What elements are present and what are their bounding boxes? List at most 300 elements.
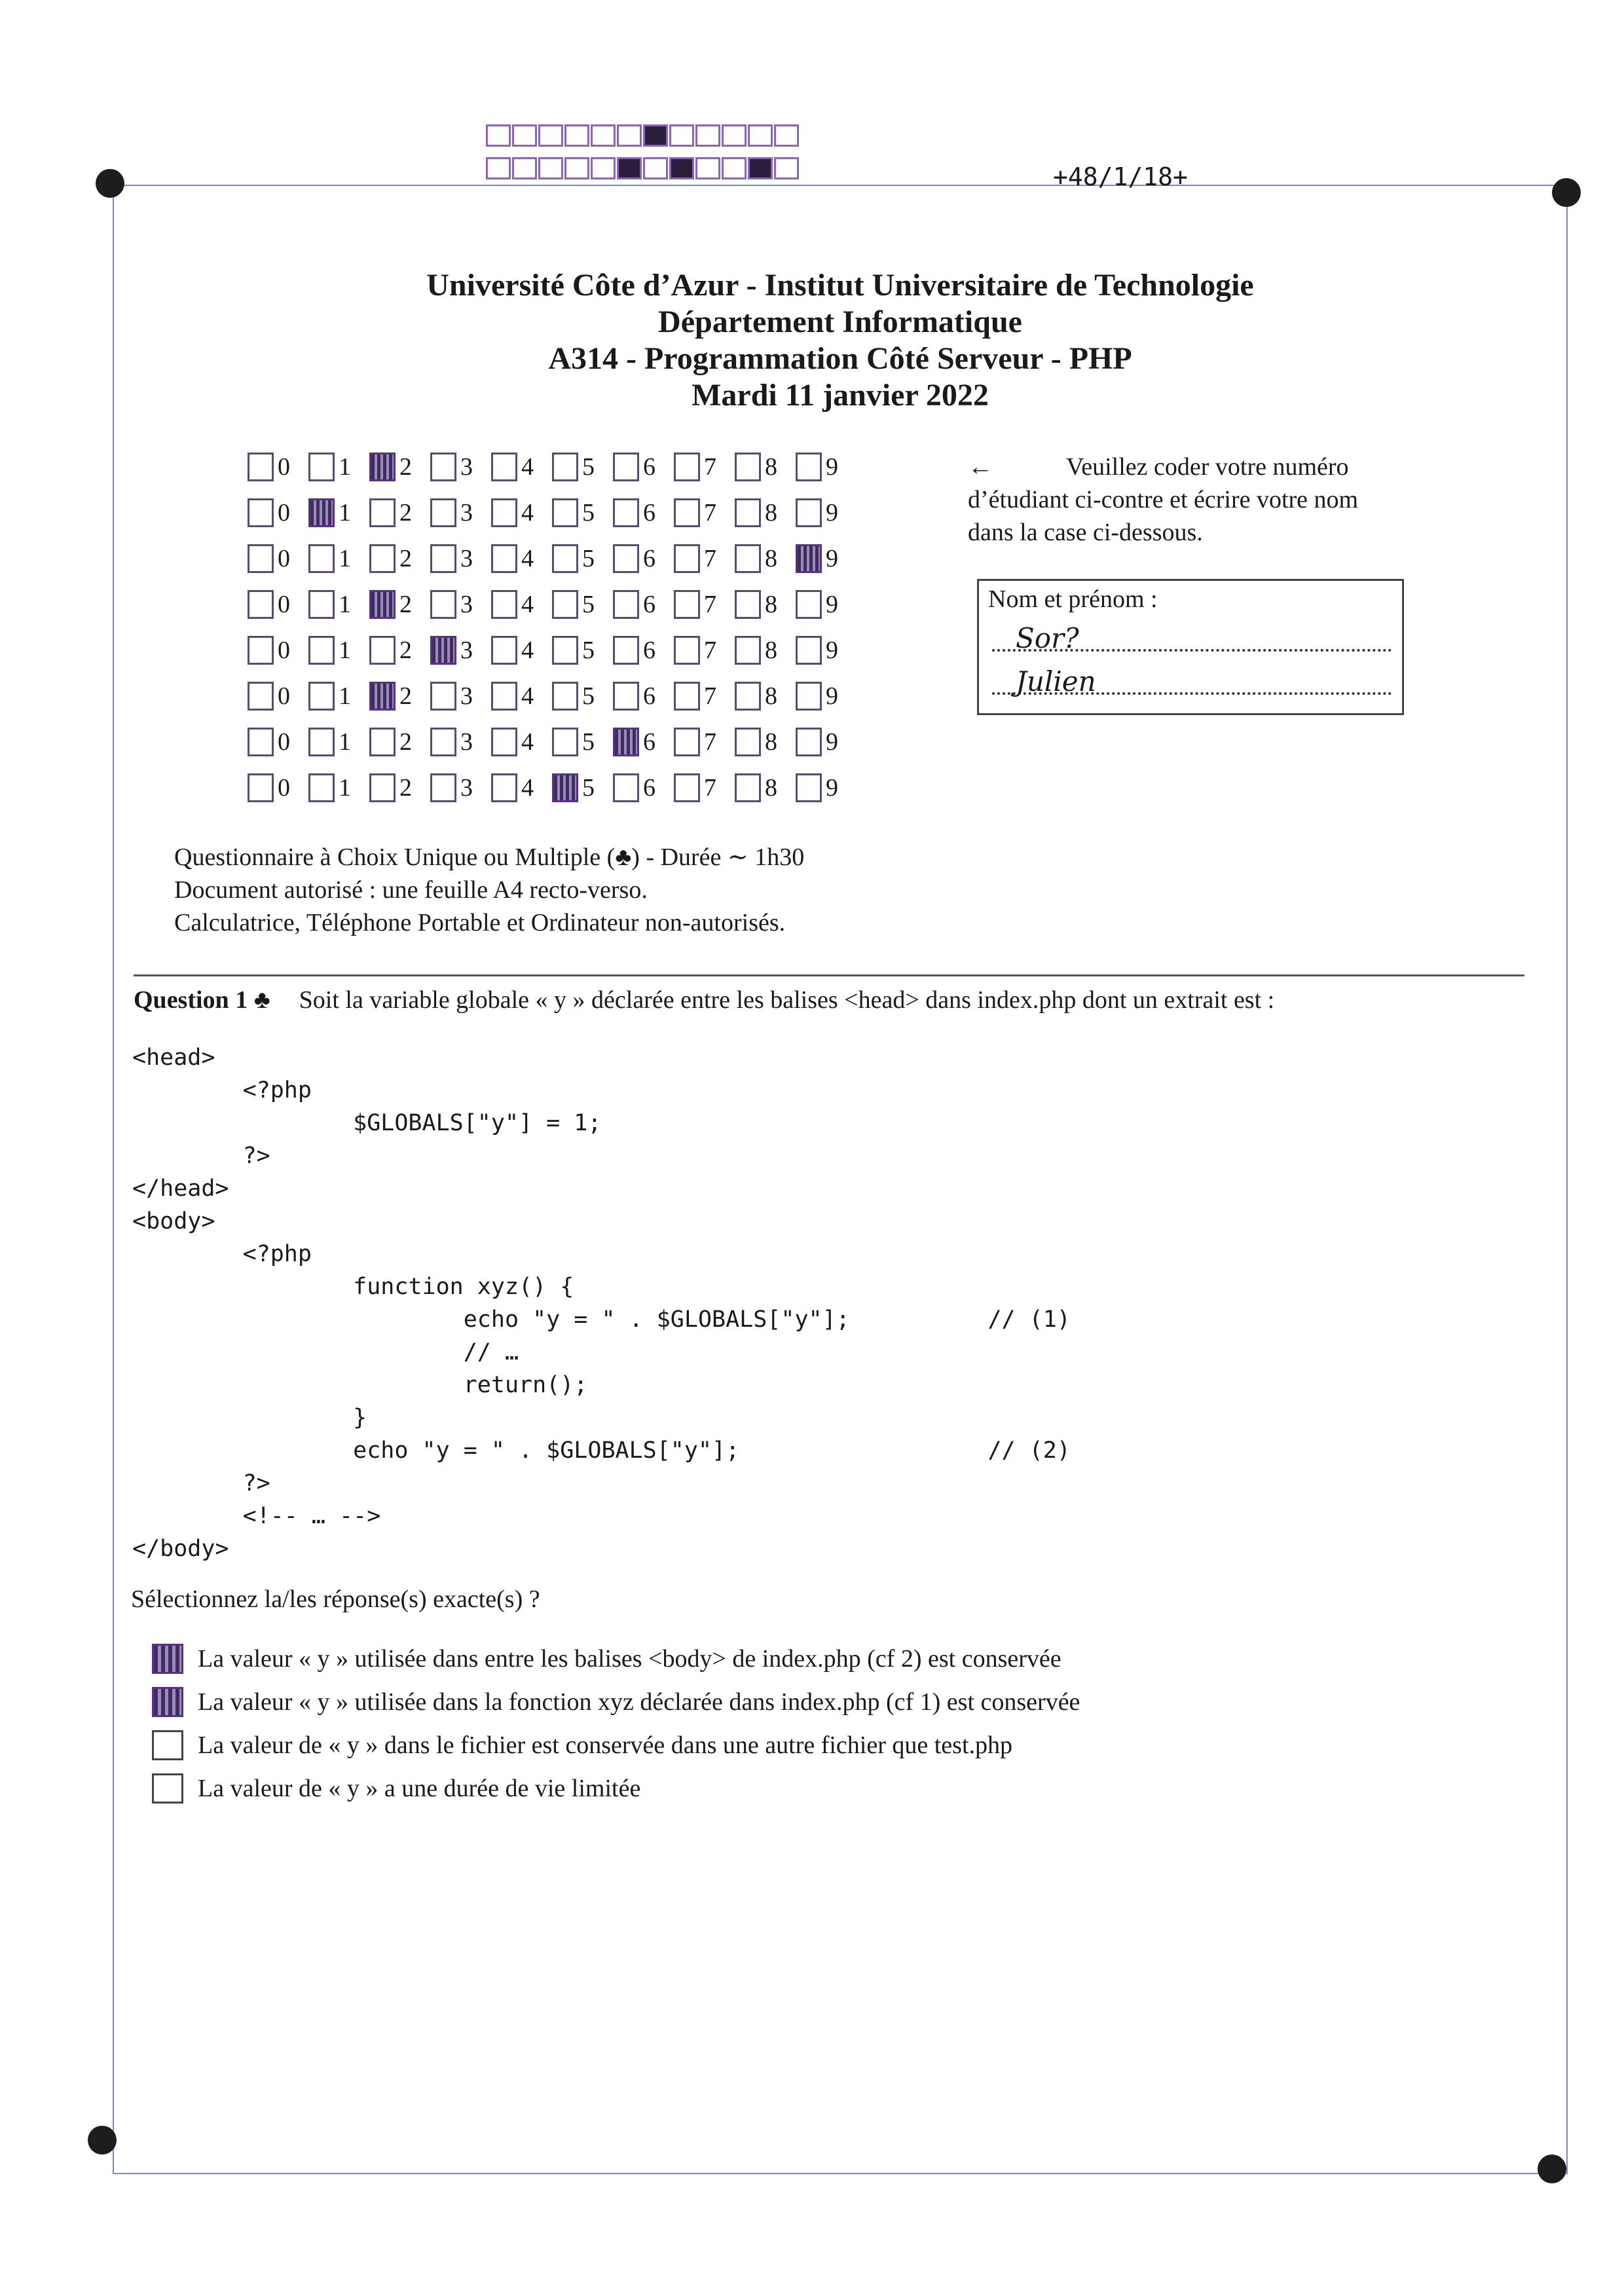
id-digit-option[interactable] <box>674 773 735 802</box>
id-checkbox[interactable] <box>369 453 396 481</box>
id-digit-label: 7 <box>704 545 716 572</box>
id-checkbox[interactable] <box>308 498 335 527</box>
barcode-cell <box>512 157 537 179</box>
id-digit-label: 1 <box>339 637 351 664</box>
id-checkbox[interactable] <box>491 544 517 573</box>
answer-checkbox[interactable] <box>152 1730 183 1760</box>
id-checkbox[interactable] <box>308 453 335 481</box>
id-digit-label: 6 <box>643 682 655 710</box>
id-checkbox[interactable] <box>248 453 274 481</box>
id-digit-label: 1 <box>339 499 351 527</box>
id-digit-label: 9 <box>826 774 838 802</box>
id-digit-option[interactable] <box>308 728 369 756</box>
id-digit-label: 2 <box>399 682 412 710</box>
id-checkbox[interactable] <box>796 498 822 527</box>
barcode-cell <box>538 124 563 147</box>
id-digit-label: 5 <box>582 591 595 618</box>
id-checkbox[interactable] <box>613 636 639 665</box>
id-digit-option[interactable] <box>552 498 613 527</box>
id-checkbox[interactable] <box>248 728 274 756</box>
id-checkbox[interactable] <box>430 544 456 573</box>
id-checkbox[interactable] <box>491 636 517 665</box>
id-digit-label: 7 <box>704 499 716 527</box>
barcode-cell <box>486 124 511 147</box>
id-digit-label: 6 <box>643 545 655 572</box>
id-checkbox[interactable] <box>674 682 700 711</box>
id-digit-option[interactable] <box>430 773 491 802</box>
barcode-cell <box>486 157 511 179</box>
id-digit-option[interactable] <box>674 498 735 527</box>
id-digit-row <box>248 627 857 673</box>
id-digit-option[interactable] <box>491 498 552 527</box>
id-checkbox[interactable] <box>430 682 456 711</box>
id-digit-label: 2 <box>399 545 412 572</box>
id-digit-option[interactable] <box>796 682 857 711</box>
id-digit-label: 6 <box>643 774 655 802</box>
id-digit-label: 6 <box>643 453 655 481</box>
id-digit-row <box>248 582 857 627</box>
id-digit-option[interactable] <box>613 682 674 711</box>
barcode-row <box>486 157 800 179</box>
select-prompt: Sélectionnez la/les réponse(s) exacte(s) ? <box>131 1585 540 1613</box>
id-digit-option[interactable] <box>552 590 613 619</box>
id-checkbox[interactable] <box>735 682 761 711</box>
id-checkbox[interactable] <box>248 590 274 619</box>
id-checkbox[interactable] <box>613 682 639 711</box>
id-digit-option[interactable] <box>369 682 430 711</box>
id-digit-option[interactable] <box>491 773 552 802</box>
corner-marker-top-left <box>96 169 124 198</box>
name-label: Nom et prénom : <box>988 585 1158 613</box>
exam-info-line: Document autorisé : une feuille A4 recto-verso. <box>174 876 648 904</box>
course-title: A314 - Programmation Côté Serveur - PHP <box>548 341 1132 376</box>
id-digit-label: 6 <box>643 637 655 664</box>
id-checkbox[interactable] <box>248 544 274 573</box>
id-digit-row <box>248 765 857 811</box>
id-checkbox[interactable] <box>491 773 517 802</box>
id-digit-option[interactable] <box>248 498 308 527</box>
question-header <box>134 986 1274 1014</box>
id-digit-option[interactable] <box>552 773 613 802</box>
id-digit-label: 0 <box>278 728 290 756</box>
id-digit-option[interactable] <box>491 682 552 711</box>
id-checkbox[interactable] <box>491 453 517 481</box>
answer-text: La valeur « y » utilisée dans entre les balises <body> de index.php (cf 2) est conservée <box>198 1645 1061 1673</box>
id-digit-label: 3 <box>460 774 473 802</box>
id-checkbox[interactable] <box>552 728 578 756</box>
id-digit-option[interactable] <box>735 773 796 802</box>
id-digit-label: 2 <box>399 774 412 802</box>
id-digit-option[interactable] <box>735 682 796 711</box>
question-text: Soit la variable globale « y » déclarée entre les balises <head> dans index.php dont un extrait est : <box>299 986 1275 1014</box>
id-digit-label: 3 <box>460 499 473 527</box>
id-digit-label: 9 <box>826 682 838 710</box>
id-checkbox[interactable] <box>430 636 456 665</box>
id-digit-label: 9 <box>826 728 838 756</box>
id-digit-option[interactable] <box>613 590 674 619</box>
id-checkbox[interactable] <box>735 453 761 481</box>
barcode-cell <box>643 124 668 147</box>
id-digit-option[interactable] <box>613 773 674 802</box>
id-digit-option[interactable] <box>796 544 857 573</box>
id-digit-label: 9 <box>826 545 838 572</box>
barcode-cell <box>591 124 616 147</box>
id-checkbox[interactable] <box>430 728 456 756</box>
id-digit-label: 0 <box>278 682 290 710</box>
id-digit-option[interactable] <box>491 544 552 573</box>
id-digit-label: 2 <box>399 637 412 664</box>
id-digit-option[interactable] <box>430 590 491 619</box>
id-digit-option[interactable] <box>613 453 674 481</box>
answer-option[interactable] <box>152 1767 1080 1810</box>
id-checkbox[interactable] <box>369 498 396 527</box>
id-checkbox[interactable] <box>248 773 274 802</box>
barcode-cell <box>748 124 773 147</box>
id-digit-option[interactable] <box>796 453 857 481</box>
id-digit-label: 3 <box>460 545 473 572</box>
id-digit-option[interactable] <box>248 773 308 802</box>
id-digit-option[interactable] <box>491 636 552 665</box>
id-digit-label: 6 <box>643 728 655 756</box>
id-checkbox[interactable] <box>491 590 517 619</box>
id-digit-option[interactable] <box>674 590 735 619</box>
id-digit-label: 0 <box>278 774 290 802</box>
id-digit-label: 8 <box>765 545 777 572</box>
id-checkbox[interactable] <box>613 590 639 619</box>
id-digit-option[interactable] <box>248 453 308 481</box>
id-checkbox[interactable] <box>674 636 700 665</box>
id-digit-label: 4 <box>521 682 534 710</box>
id-checkbox[interactable] <box>308 636 335 665</box>
id-checkbox[interactable] <box>248 498 274 527</box>
corner-marker-bottom-right <box>1538 2155 1566 2183</box>
answer-option[interactable] <box>152 1724 1080 1767</box>
id-digit-option[interactable] <box>369 544 430 573</box>
barcode-cell <box>591 157 616 179</box>
id-checkbox[interactable] <box>308 728 335 756</box>
id-checkbox[interactable] <box>308 590 335 619</box>
id-digit-option[interactable] <box>369 498 430 527</box>
id-digit-row <box>248 719 857 765</box>
id-digit-label: 5 <box>582 499 595 527</box>
id-digit-option[interactable] <box>552 636 613 665</box>
id-digit-option[interactable] <box>248 590 308 619</box>
answer-checkbox[interactable] <box>152 1687 183 1717</box>
id-digit-option[interactable] <box>248 636 308 665</box>
barcode-cell <box>643 157 668 179</box>
id-digit-label: 1 <box>339 545 351 572</box>
barcode-cell <box>669 157 694 179</box>
id-digit-row <box>248 444 857 490</box>
id-digit-option[interactable] <box>796 590 857 619</box>
answer-checkbox[interactable] <box>152 1644 183 1674</box>
id-checkbox[interactable] <box>735 636 761 665</box>
handwritten-firstname: Julien <box>1016 665 1096 697</box>
id-checkbox[interactable] <box>674 590 700 619</box>
id-digit-label: 3 <box>460 728 473 756</box>
id-digit-label: 2 <box>399 728 412 756</box>
id-digit-option[interactable] <box>308 636 369 665</box>
id-checkbox[interactable] <box>308 544 335 573</box>
id-checkbox[interactable] <box>613 728 639 756</box>
id-checkbox[interactable] <box>552 773 578 802</box>
id-digit-label: 8 <box>765 499 777 527</box>
divider <box>134 974 1524 976</box>
barcode-cell <box>774 124 799 147</box>
id-digit-option[interactable] <box>613 636 674 665</box>
id-digit-option[interactable] <box>735 544 796 573</box>
id-checkbox[interactable] <box>369 544 396 573</box>
id-checkbox[interactable] <box>369 682 396 711</box>
id-digit-option[interactable] <box>735 636 796 665</box>
answer-option[interactable] <box>152 1680 1080 1724</box>
id-digit-label: 3 <box>460 453 473 481</box>
barcode-cell <box>564 157 589 179</box>
id-digit-option[interactable] <box>552 453 613 481</box>
id-digit-option[interactable] <box>248 682 308 711</box>
id-checkbox[interactable] <box>735 728 761 756</box>
id-checkbox[interactable] <box>674 453 700 481</box>
id-digit-label: 1 <box>339 728 351 756</box>
id-digit-label: 9 <box>826 499 838 527</box>
id-digit-label: 5 <box>582 774 595 802</box>
id-digit-label: 5 <box>582 545 595 572</box>
id-digit-option[interactable] <box>674 453 735 481</box>
id-checkbox[interactable] <box>613 773 639 802</box>
department-title: Département Informatique <box>658 305 1022 339</box>
id-digit-label: 8 <box>765 453 777 481</box>
id-checkbox[interactable] <box>552 636 578 665</box>
id-checkbox[interactable] <box>796 590 822 619</box>
name-line[interactable] <box>992 666 1392 699</box>
id-checkbox[interactable] <box>369 773 396 802</box>
id-digit-label: 0 <box>278 545 290 572</box>
id-digit-label: 5 <box>582 453 595 481</box>
answer-list <box>152 1637 1080 1810</box>
id-digit-option[interactable] <box>430 728 491 756</box>
id-digit-option[interactable] <box>369 636 430 665</box>
id-digit-label: 1 <box>339 453 351 481</box>
exam-info-line: Calculatrice, Téléphone Portable et Ordinateur non-autorisés. <box>174 909 786 936</box>
barcode-cell <box>617 157 642 179</box>
id-checkbox[interactable] <box>674 773 700 802</box>
id-digit-option[interactable] <box>796 773 857 802</box>
id-checkbox[interactable] <box>735 544 761 573</box>
exam-header <box>113 267 1568 414</box>
id-checkbox[interactable] <box>369 590 396 619</box>
id-digit-option[interactable] <box>552 682 613 711</box>
id-checkbox[interactable] <box>735 498 761 527</box>
barcode-cell <box>722 157 747 179</box>
id-digit-row <box>248 673 857 719</box>
id-digit-label: 1 <box>339 591 351 618</box>
exam-info-line: Questionnaire à Choix Unique ou Multiple (♣) - Durée ∼ 1h30 <box>174 843 805 871</box>
id-checkbox[interactable] <box>552 453 578 481</box>
id-digit-label: 2 <box>399 453 412 481</box>
id-checkbox[interactable] <box>248 636 274 665</box>
id-checkbox[interactable] <box>308 682 335 711</box>
id-digit-label: 4 <box>521 499 534 527</box>
id-checkbox[interactable] <box>796 636 822 665</box>
id-digit-label: 5 <box>582 728 595 756</box>
id-digit-option[interactable] <box>735 498 796 527</box>
id-digit-option[interactable] <box>613 728 674 756</box>
barcode-cell <box>538 157 563 179</box>
id-checkbox[interactable] <box>613 453 639 481</box>
id-instructions <box>968 451 1417 549</box>
id-digit-option[interactable] <box>430 498 491 527</box>
id-digit-option[interactable] <box>430 682 491 711</box>
id-digit-label: 6 <box>643 499 655 527</box>
id-digit-option[interactable] <box>674 728 735 756</box>
id-digit-option[interactable] <box>308 453 369 481</box>
id-checkbox[interactable] <box>369 728 396 756</box>
id-digit-option[interactable] <box>552 544 613 573</box>
id-digit-option[interactable] <box>308 590 369 619</box>
answer-text: La valeur de « y » dans le fichier est conservée dans une autre fichier que test.php <box>198 1731 1012 1759</box>
id-digit-label: 8 <box>765 591 777 618</box>
id-checkbox[interactable] <box>430 498 456 527</box>
id-digit-label: 1 <box>339 774 351 802</box>
id-checkbox[interactable] <box>796 773 822 802</box>
left-arrow-icon: ← <box>968 453 993 481</box>
id-digit-option[interactable] <box>308 773 369 802</box>
id-digit-label: 4 <box>521 637 534 664</box>
answer-text: La valeur « y » utilisée dans la fonction xyz déclarée dans index.php (cf 1) est conservée <box>198 1688 1080 1716</box>
id-digit-option[interactable] <box>491 453 552 481</box>
id-checkbox[interactable] <box>430 773 456 802</box>
barcode-cell <box>695 157 720 179</box>
id-digit-label: 7 <box>704 774 716 802</box>
id-checkbox[interactable] <box>674 498 700 527</box>
id-digit-option[interactable] <box>369 728 430 756</box>
instruction-line: Veuillez coder votre numéro <box>1066 453 1349 481</box>
id-digit-label: 4 <box>521 774 534 802</box>
id-checkbox[interactable] <box>491 682 517 711</box>
id-digit-label: 3 <box>460 591 473 618</box>
barcode-cell <box>748 157 773 179</box>
id-digit-label: 9 <box>826 591 838 618</box>
name-line[interactable] <box>992 623 1392 656</box>
id-digit-option[interactable] <box>674 544 735 573</box>
instruction-line: dans la case ci-dessous. <box>968 519 1203 546</box>
id-digit-option[interactable] <box>430 544 491 573</box>
id-digit-option[interactable] <box>248 728 308 756</box>
id-checkbox[interactable] <box>613 544 639 573</box>
id-digit-option[interactable] <box>796 728 857 756</box>
id-digit-option[interactable] <box>430 636 491 665</box>
id-digit-option[interactable] <box>248 544 308 573</box>
id-checkbox[interactable] <box>369 636 396 665</box>
id-digit-option[interactable] <box>735 590 796 619</box>
id-digit-option[interactable] <box>308 544 369 573</box>
exam-info <box>174 841 804 939</box>
id-digit-label: 4 <box>521 591 534 618</box>
id-checkbox[interactable] <box>796 453 822 481</box>
id-checkbox[interactable] <box>491 728 517 756</box>
code-snippet: <head> <?php $GLOBALS["y"] = 1; ?> </head> <body> <?php function xyz() { echo "y = " . $GLOBALS["y"]; // (1) // … return(); } echo "y = " . $GLOBALS["y"]; // (2) ?> <!-- … --> </body> <box>132 1045 1071 1562</box>
answer-text: La valeur de « y » a une durée de vie limitée <box>198 1775 641 1802</box>
answer-checkbox[interactable] <box>152 1773 183 1804</box>
id-digit-label: 0 <box>278 499 290 527</box>
id-digit-option[interactable] <box>613 544 674 573</box>
barcode-cell <box>695 124 720 147</box>
id-digit-option[interactable] <box>552 728 613 756</box>
id-digit-option[interactable] <box>796 498 857 527</box>
name-box[interactable] <box>977 579 1404 715</box>
university-title: Université Côte d’Azur - Institut Universitaire de Technologie <box>426 268 1254 303</box>
id-digit-option[interactable] <box>674 682 735 711</box>
handwritten-surname: Sor? <box>1016 622 1079 654</box>
id-digit-label: 0 <box>278 591 290 618</box>
id-digit-label: 4 <box>521 453 534 481</box>
id-digit-option[interactable] <box>430 453 491 481</box>
student-id-grid <box>248 444 857 811</box>
id-checkbox[interactable] <box>552 682 578 711</box>
id-checkbox[interactable] <box>308 773 335 802</box>
id-digit-label: 1 <box>339 682 351 710</box>
barcode-cell <box>774 157 799 179</box>
id-checkbox[interactable] <box>674 728 700 756</box>
id-checkbox[interactable] <box>491 498 517 527</box>
id-checkbox[interactable] <box>552 544 578 573</box>
id-checkbox[interactable] <box>674 544 700 573</box>
id-checkbox[interactable] <box>796 728 822 756</box>
id-digit-row <box>248 490 857 536</box>
id-digit-option[interactable] <box>308 498 369 527</box>
id-digit-label: 7 <box>704 637 716 664</box>
id-digit-option[interactable] <box>796 636 857 665</box>
id-digit-option[interactable] <box>735 728 796 756</box>
id-checkbox[interactable] <box>552 590 578 619</box>
answer-option[interactable] <box>152 1637 1080 1680</box>
id-digit-label: 7 <box>704 591 716 618</box>
barcode-row <box>486 124 800 147</box>
id-digit-option[interactable] <box>674 636 735 665</box>
id-digit-option[interactable] <box>613 498 674 527</box>
instruction-line: d’étudiant ci-contre et écrire votre nom <box>968 486 1359 513</box>
id-digit-option[interactable] <box>491 590 552 619</box>
id-digit-label: 8 <box>765 774 777 802</box>
corner-marker-top-right <box>1552 178 1581 207</box>
id-checkbox[interactable] <box>735 773 761 802</box>
id-digit-label: 3 <box>460 682 473 710</box>
id-checkbox[interactable] <box>613 498 639 527</box>
id-checkbox[interactable] <box>796 682 822 711</box>
id-digit-label: 8 <box>765 682 777 710</box>
id-checkbox[interactable] <box>796 544 822 573</box>
id-digit-label: 9 <box>826 637 838 664</box>
id-digit-label: 5 <box>582 682 595 710</box>
id-checkbox[interactable] <box>552 498 578 527</box>
id-checkbox[interactable] <box>430 590 456 619</box>
id-digit-label: 4 <box>521 728 534 756</box>
id-digit-option[interactable] <box>735 453 796 481</box>
id-digit-label: 7 <box>704 453 716 481</box>
id-checkbox[interactable] <box>430 453 456 481</box>
id-digit-option[interactable] <box>369 453 430 481</box>
id-digit-option[interactable] <box>369 773 430 802</box>
id-checkbox[interactable] <box>735 590 761 619</box>
id-digit-row <box>248 536 857 582</box>
id-digit-option[interactable] <box>308 682 369 711</box>
id-checkbox[interactable] <box>248 682 274 711</box>
barcode-cell <box>617 124 642 147</box>
id-digit-label: 2 <box>399 499 412 527</box>
barcode-cell <box>669 124 694 147</box>
id-digit-option[interactable] <box>491 728 552 756</box>
id-digit-option[interactable] <box>369 590 430 619</box>
